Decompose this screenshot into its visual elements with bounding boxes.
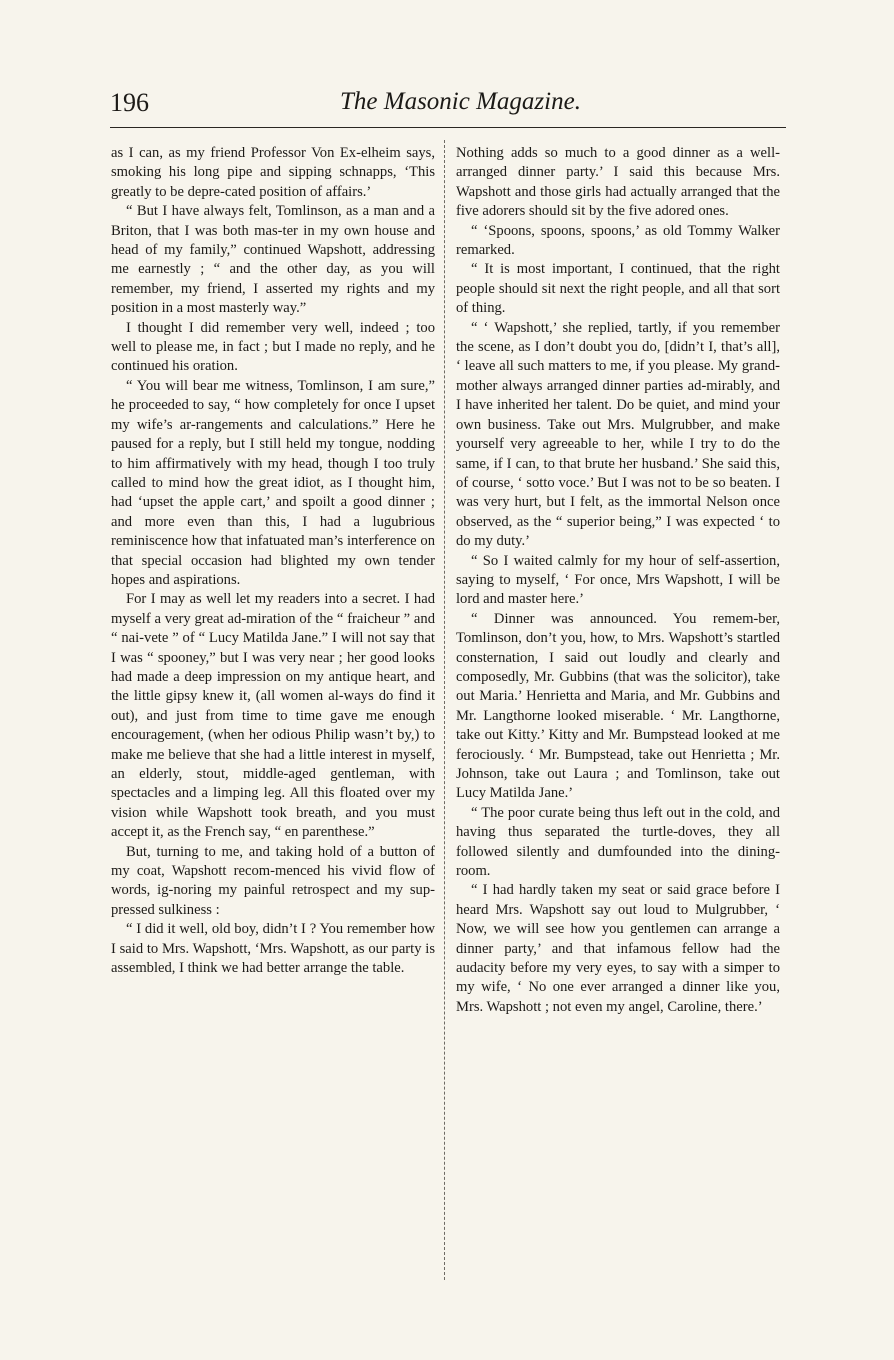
- paragraph: “ The poor curate being thus left out in the cold, and having thus separated the turtle-doves, they all followed silently and dumfounded into the dining-room.: [456, 804, 780, 880]
- paragraph: “ ‘Spoons, spoons, spoons,’ as old Tommy Walker remarked.: [456, 222, 780, 259]
- paragraph: “ It is most important, I continued, that the right people should sit next the right people, and all that sort of thing.: [456, 261, 780, 317]
- paragraph: Nothing adds so much to a good dinner as a well-arranged dinner party.’ I said this because Mrs. Wapshott and those girls had actually arranged that the five adorers should sit by the five adored ones.: [456, 145, 780, 220]
- paragraph: “ You will bear me witness, Tomlinson, I am sure,” he proceeded to say, “ how completely for once I upset my wife’s ar-rangements and calculations.” Here he paused for a reply, but I still held my tongue, nodding to him affirmatively with my head, though I too truly called to mind how the great idiot, as I thought him, had ‘upset the apple cart,’ and spoilt a good dinner ; and more even than this, I had a lugubrious reminiscence how that infatuated man’s interference on that special occasion had blighted my own tender hopes and aspirations.: [111, 377, 435, 588]
- paragraph: I thought I did remember very well, indeed ; too well to please me, in fact ; but I made no reply, and he continued his oration.: [111, 319, 435, 375]
- paragraph: “ Dinner was announced. You remem-ber, Tomlinson, don’t you, how, to Mrs. Wapshott’s startled consternation, I said out loudly and clearly and composedly, Mr. Gubbins (that was the solicitor), take out Maria.’ Henrietta and Maria, and Mr. Gubbins and Mr. Langthorne looked miserable. ‘ Mr. Langthorne, take out Kitty.’ Kitty and Mr. Bumpstead looked at me ferociously. ‘ Mr. Bumpstead, take out Henrietta ; Mr. Johnson, take out Laura ; and Tomlinson, take out Lucy Matilda Jane.’: [456, 610, 780, 802]
- column-divider: [444, 140, 445, 1280]
- paragraph: “ ‘ Wapshott,’ she replied, tartly, if you remember the scene, as I don’t doubt you do, [didn’t I, that’s all], ‘ leave all such matters to me, if you please. My grand-mother always arranged dinner parties ad-mirably, and I have inherited her talent. Do be quiet, and mind your own business. Take out Mrs. Mulgrubber, and make yourself very agreeable to her, while I try to do the same, if I can, to that brute her husband.’ She said this, of course, ‘ sotto voce.’ But I was not to be so beaten. I was very hurt, but I felt, as the immortal Nelson once observed, as the “ superior being,” I was expected ‘ to do my duty.’: [456, 319, 780, 550]
- page-header: [110, 88, 786, 128]
- page-number: 196: [110, 88, 149, 117]
- paragraph: For I may as well let my readers into a secret. I had myself a very great ad-miration of the “ fraicheur ” and “ nai-vete ” of “ Lucy Matilda Jane.” I will not say that I was “ spooney,” but I was very near ; her good looks had made a deep impression on my antique heart, and the little gipsy knew it, (all women al-ways do find it out), and just from time to time gave me enough encouragement, (when her odious Philip wasn’t by,) to make me believe that she had a little interest in myself, an elderly, stout, middle-aged gentleman, with spectacles and a limping leg. All this floated over my vision while Wapshott took breath, and you must accept it, as the French say, “ en parenthese.”: [111, 591, 435, 841]
- paragraph: “ I had hardly taken my seat or said grace before I heard Mrs. Wapshott say out loud to Mulgrubber, ‘ Now, we will see how you gentlemen can arrange a dinner party,’ and that infamous fellow had the audacity before my very eyes, to say with a simper to my wife, ‘ No one ever arranged a dinner like you, Mrs. Wapshott ; not even my angel, Caroline, there.’: [456, 882, 780, 1015]
- running-title: The Masonic Magazine.: [340, 88, 581, 115]
- paragraph: as I can, as my friend Professor Von Ex-elheim says, smoking his long pipe and sipping schnapps, ‘This greatly to be depre-cated position of affairs.’: [111, 145, 435, 200]
- paragraph: But, turning to me, and taking hold of a button of my coat, Wapshott recom-menced his vivid flow of words, ig-noring my painful retrospect and my sup-pressed sulkiness :: [111, 843, 435, 918]
- paragraph: “ I did it well, old boy, didn’t I ? You remember how I said to Mrs. Wapshott, ‘Mrs. Wapshott, as our party is assembled, I think we had better arrange the table.: [111, 921, 435, 977]
- left-column: [111, 144, 435, 978]
- header-rule: [110, 127, 786, 128]
- right-column: [456, 144, 780, 1017]
- paragraph: “ But I have always felt, Tomlinson, as a man and a Briton, that I was both mas-ter in my own house and head of my family,” continued Wapshott, addressing me earnestly ; “ and the other day, as you will remember, my friend, I asserted my rights and my position in a most masterly way.”: [111, 203, 435, 317]
- paragraph: “ So I waited calmly for my hour of self-assertion, saying to myself, ‘ For once, Mrs Wapshott, I will be lord and master here.’: [456, 552, 780, 608]
